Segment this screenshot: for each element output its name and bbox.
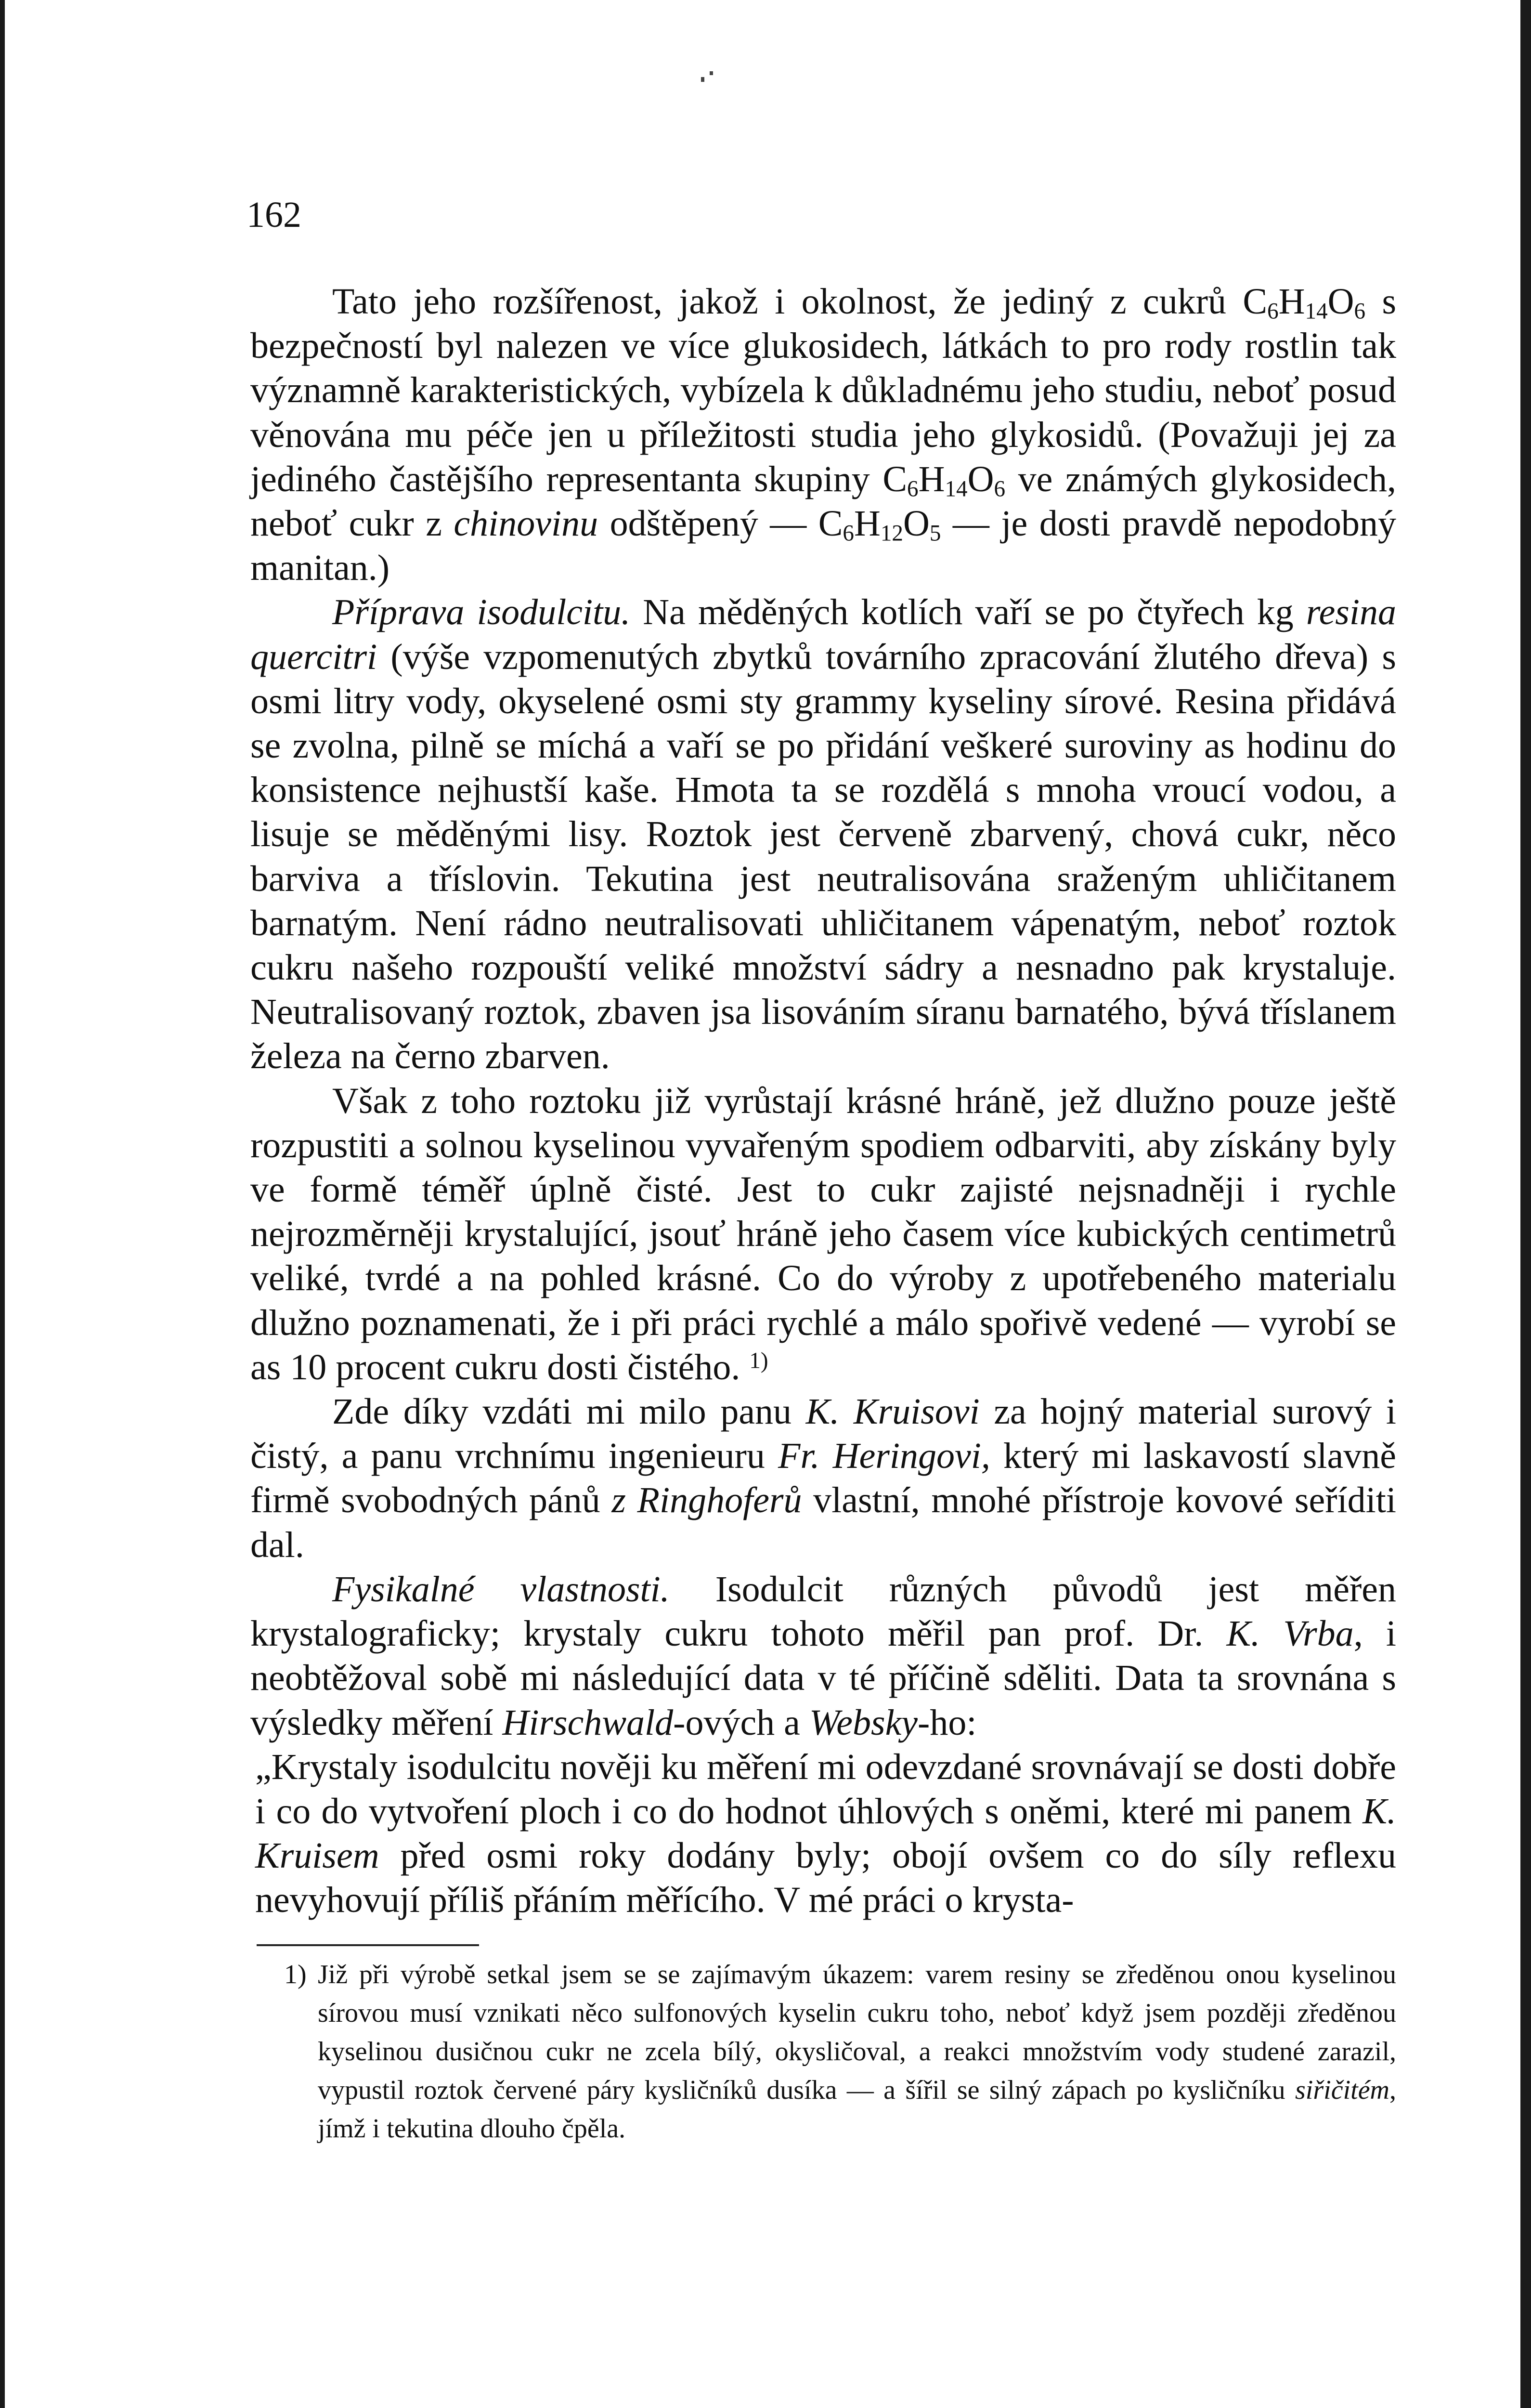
paragraph: „Krystaly isodulcitu nověji ku měření mi odevzdané srovnávají se dosti dobře i co do vytvoření ploch i co do hodnot úhlových s oněmi, které mi panem K. Kruisem před osmi roky dodány byly; obojí ovšem co do síly reflexu nevyhovují příliš přáním měřícího. V mé práci o krysta- — [255, 1746, 1396, 1921]
footnote-divider — [257, 1944, 479, 1946]
paragraph: Příprava isodulcitu. Na měděných kotlích vaří se po čtyřech kg resina quercitri (výše vzpomenutých zbytků továrního zpracování žlutého dřeva) s osmi litry vody, okyselené osmi sty grammy kyseliny sírové. Resina přidává se zvolna, pilně se míchá a vaří se po přidání veškeré suroviny as hodinu do konsistence nejhustší kaše. Hmota ta se rozdělá s mnoha vroucí vodou, a lisuje se měděnými lisy. Roztok jest červeně zbarvený, chová cukr, něco barviva a tříslovin. Tekutina jest neutralisována sraženým uhličitanem barnatým. Není rádno neutralisovati uhličitanem vápenatým, neboť roztok cukru našeho rozpouští veliké množství sádry a nesnadno pak krystaluje. Neutralisovaný roztok, zbaven jsa lisováním síranu barnatého, bývá tříslanem železa na černo zbarven. — [250, 592, 1396, 1077]
paragraph: Fysikalné vlastnosti. Isodulcit různých původů jest měřen krystalograficky; krystaly cukru tohoto měřil pan prof. Dr. K. Vrba, i neobtěžoval sobě mi následující data v té příčině sděliti. Data ta srovnána s výsledky měření Hirschwald-ových a Websky-ho: — [250, 1569, 1396, 1743]
paragraph: Však z toho roztoku již vyrůstají krásné hráně, jež dlužno pouze ještě rozpustiti a solnou kyselinou vyvařeným spodiem odbarviti, aby získány byly ve formě téměř úplně čisté. Jest to cukr zajisté nejsnadněji i rychle nejrozměrněji krystalující, jsouť hráně jeho časem více kubických centimetrů veliké, tvrdé a na pohled krásné. Co do výroby z upotřebeného materialu dlužno poznamenati, že i při práci rychlé a málo spořivě vedené — vyrobí se as 10 procent cukru dosti čistého. $^{1)}$ — [250, 1080, 1396, 1387]
scan-edge-left — [0, 0, 5, 2408]
footnote-mark: 1) — [284, 1960, 307, 1989]
page-number: 162 — [247, 195, 301, 235]
body-text — [250, 279, 1396, 1923]
scan-mark-top — [710, 71, 713, 75]
paragraph: Tato jeho rozšířenost, jakož i okolnost, že jediný z cukrů $C_6H_{14}O_6$ s bezpečností byl nalezen ve více glukosidech, látkách to pro rody rostlin tak významně karakteristických, vybízela k důkladnému jeho studiu, neboť posud věnována mu péče jen u příležitosti studia jeho glykosidů. (Považuji jej za jediného častějšího representanta skupiny $C_6H_{14}O_6$ ve známých glykosidech, neboť cukr z chinovinu odštěpený — $C_6H_{12}O_5$ — je dosti pravdě nepodobný manitan.) — [250, 281, 1397, 589]
footnote-reference: 1) — [749, 1348, 768, 1374]
section-heading: Fysikalné vlastnosti. — [332, 1569, 670, 1610]
paragraph: Zde díky vzdáti mi milo panu K. Kruisovi za hojný material surový i čistý, a panu vrchnímu ingenieuru Fr. Heringovi, který mi laskavostí slavně firmě svobodných pánů z Ringhoferů vlastní, mnohé přístroje kovové seříditi dal. — [250, 1391, 1397, 1565]
scan-edge-right — [1520, 0, 1531, 2408]
section-heading: Příprava isodulcitu. — [332, 592, 631, 633]
scan-mark-top — [701, 77, 704, 82]
footnote: 1) Již při výrobě setkal jsem se se zajímavým úkazem: varem resiny se zředěnou onou kyselinou sírovou musí vznikati něco sulfonových kyselin cukru toho, neboť když jsem později zředěnou kyselinou dusičnou cukr ne zcela bílý, okysličoval, a reakci množstvím vody studené zarazil, vypustil roztok červené páry kysličníků dusíka — a šířil se silný zápach po kysličníku siřičitém, jímž i tekutina dlouho čpěla. — [318, 1955, 1396, 2148]
